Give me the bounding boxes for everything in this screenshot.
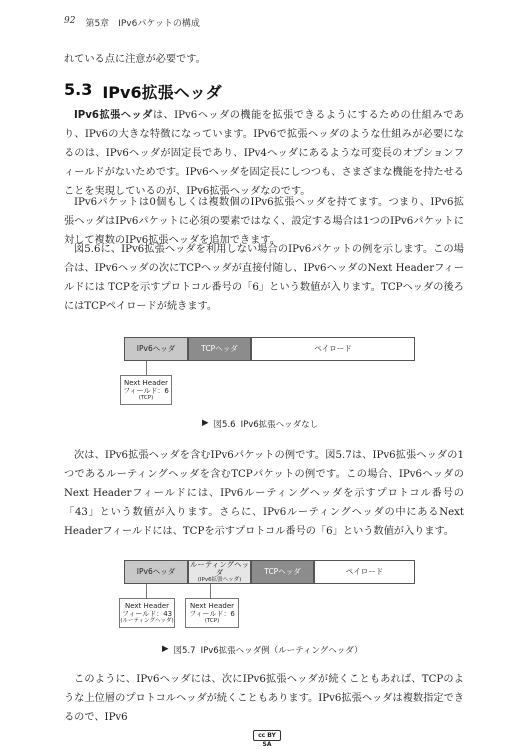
leader-line bbox=[146, 361, 147, 375]
callout-1-line-1: Next Header bbox=[124, 602, 170, 610]
callout-1-line-2: フィールド：43 bbox=[121, 610, 173, 618]
paragraph-4: 次は、IPv6拡張ヘッダを含むIPv6パケットの例です。図5.7は、IPv6拡張ヘッダの1つであるルーティングヘッダを含むTCPパケットの例です。この場合、IPv6ヘッダのNext Headerフィールドには、IPv6ルーティングヘッダを示すプロトコル番号の「43」という数値が入ります。さらに、IPv6ルーティングヘッダの中にあるNext Headerフィールドには、TCPを示すプロトコル番号の「6」という数値が入ります。 bbox=[64, 450, 464, 537]
routing-header-label: ルーティングヘッダ bbox=[189, 560, 250, 577]
payload-box: ペイロード bbox=[314, 560, 415, 584]
section-title: IPv6拡張ヘッダ bbox=[102, 83, 222, 102]
routing-header-sublabel: (IPv6拡張ヘッダ) bbox=[197, 577, 242, 583]
running-header bbox=[64, 16, 200, 29]
caption-number: 図5.6 bbox=[213, 420, 236, 430]
paragraph-2: IPv6パケットは0個もしくは複数個のIPv6拡張ヘッダを持てます。つまり、IPv6拡張ヘッダはIPv6パケットに必須の要素ではなく、設定する場合は1つのIPv6パケットに対して複数のIPv6拡張ヘッダを追加できます。 bbox=[64, 197, 464, 246]
chapter-title: 第5章 IPv6パケットの構成 bbox=[85, 19, 200, 29]
callout-line-1: Next Header bbox=[123, 379, 169, 387]
figure-5-7-caption bbox=[162, 644, 363, 656]
paragraph-1 bbox=[64, 106, 464, 201]
next-header-callout-1 bbox=[119, 598, 175, 628]
paragraph-1-text: は、IPv6ヘッダの機能を拡張できるようにするための仕組みであり、IPv6の大きな特徴になっています。IPv6で拡張ヘッダのような仕組みが必要になるのは、IPv6ヘッダが固定長であり、IPv4ヘッダにあるような可変長のオプションフィールドがないためです。IPv6ヘッダを固定長にしつつも、さまざまな機能を持たせることを実現しているのが、IPv6拡張ヘッダなのです。 bbox=[64, 110, 464, 197]
payload-box: ペイロード bbox=[251, 337, 415, 361]
section-number: 5.3 bbox=[64, 80, 93, 99]
cc-license-badge: cc BY SA bbox=[253, 730, 281, 741]
caption-text: IPv6拡張ヘッダ例（ルーティングヘッダ） bbox=[200, 646, 363, 656]
callout-line-2: フィールド：6 bbox=[123, 387, 169, 395]
routing-header-box bbox=[188, 560, 251, 584]
keyword: IPv6拡張ヘッダ bbox=[74, 110, 153, 121]
top-line: れている点に注意が必要です。 bbox=[64, 54, 206, 65]
caption-text: IPv6拡張ヘッダなし bbox=[240, 420, 319, 430]
caption-number: 図5.7 bbox=[173, 646, 196, 656]
section-heading bbox=[64, 80, 222, 103]
callout-2-line-1: Next Header bbox=[189, 602, 235, 610]
tcp-header-box: TCPヘッダ bbox=[251, 560, 314, 584]
caption-marker: ▶ bbox=[162, 644, 169, 654]
ipv6-header-box: IPv6ヘッダ bbox=[124, 337, 188, 361]
callout-2-note: (TCP) bbox=[204, 618, 220, 624]
paragraph-5: このように、IPv6ヘッダには、次にIPv6拡張ヘッダが続くこともあれば、TCPのような上位層のプロトコルヘッダが続くこともあります。IPv6拡張ヘッダは複数指定できるので、IPv6 bbox=[64, 674, 464, 723]
leader-line-2 bbox=[210, 584, 211, 598]
callout-1-note: (ルーティングヘッダ) bbox=[120, 618, 174, 624]
paragraph-3: 図5.6に、IPv6拡張ヘッダを利用しない場合のIPv6パケットの例を示します。この場合は、IPv6ヘッダの次にTCPヘッダが直接付随し、IPv6ヘッダのNext Headerフィールドには TCPを示すプロトコル番号の「6」という数値が入ります。TCPヘッダの後ろにはTCPペイロードが続きます。 bbox=[64, 244, 464, 312]
leader-line-1 bbox=[146, 584, 147, 598]
ipv6-header-box: IPv6ヘッダ bbox=[124, 560, 188, 584]
figure-5-6-caption bbox=[202, 418, 318, 430]
callout-2-line-2: フィールド：6 bbox=[189, 610, 235, 618]
callout-note: (TCP) bbox=[138, 395, 154, 401]
next-header-callout bbox=[120, 375, 172, 405]
caption-marker: ▶ bbox=[202, 418, 209, 428]
page-number: 92 bbox=[64, 16, 76, 26]
tcp-header-box: TCPヘッダ bbox=[188, 337, 251, 361]
next-header-callout-2 bbox=[185, 598, 239, 628]
